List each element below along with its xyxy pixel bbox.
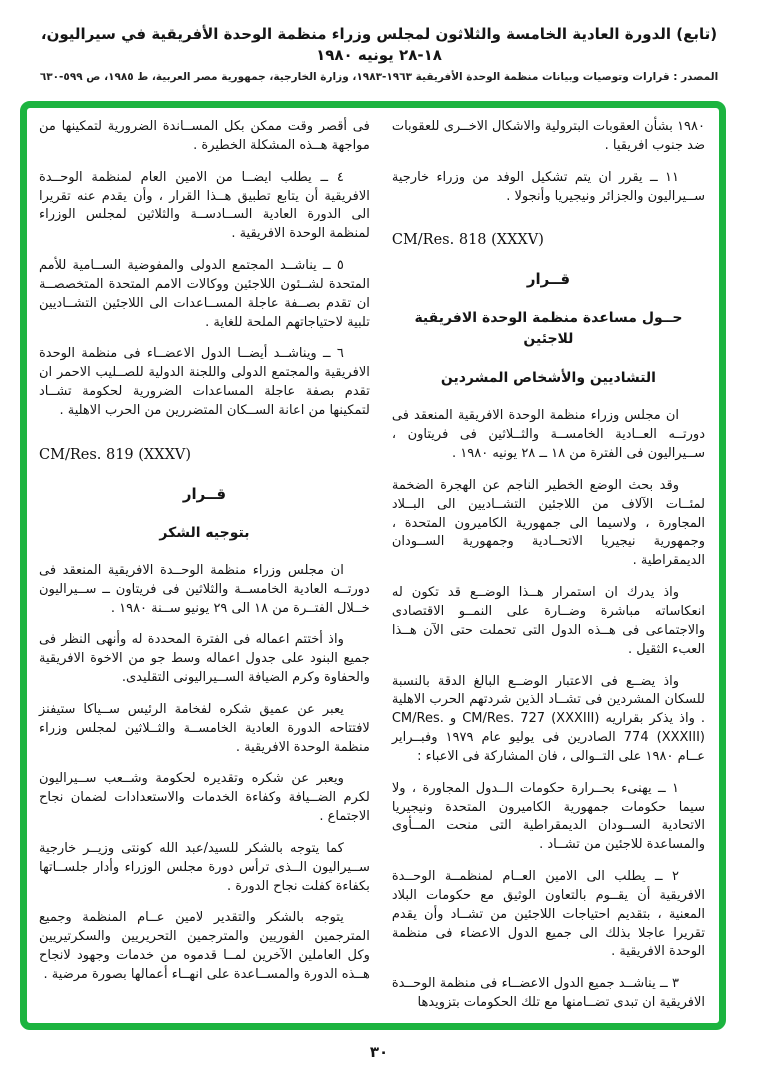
page-number: ٣٠ xyxy=(369,1043,389,1061)
paragraph: ان مجلس وزراء منظمة الوحــدة الافريقية المنعقد فى دورتــه العادية الخامســة والثلاثين فى فريتاون ــ ســيراليون خــلال الفتــرة من ١٨ الى ٢٩ يونيو ســنة ١٩٨٠ . xyxy=(39,562,370,616)
paragraph: وقد بحث الوضع الخطير الناجم عن الهجرة الضخمة لمئــات الآلاف من اللاجئين التشــاديين الى البــلاد المجاورة ، ولاسيما الى جمهورية الكاميرون المتحدة ، وجمهورية نيجيريا الاتحــادية وجمهورية الســودان الديمقراطية . xyxy=(391,477,705,569)
numbered-item-2: ٢ ــ يطلب الى الامين العــام لمنظمــة الوحــدة الافريقية أن يقــوم بالتعاون الوثيق مع حكومات البلاد المعنية ، بتقديم احتياجات اللاجئين من تشــاد وأن يقدم تقريرا عاجلا بذلك الى جميع الدول الاعضاء فى منظمة الوحدة الافريقية . xyxy=(391,869,705,960)
right-column xyxy=(392,118,705,1015)
numbered-item-3: ٣ ــ يناشــد جميع الدول الاعضــاء فى منظمة الوحــدة الافريقية ان تبدى تضــامنها مع تلك الحكومات بتزويدها xyxy=(391,976,705,1011)
numbered-item-4: ٤ ــ يطلب ايضــا من الامين العام لمنظمة الوحــدة الافريقية أن يتابع تطبيق هــذا القرار ، وأن يقدم عنه تقريرا الى الدورة العادية الســادســة والثلاثين لمجلس الوزراء لمنظمة الوحدة الافريقية . xyxy=(39,169,370,242)
resolution-ref-819: CM/Res. 819 (XXXV) xyxy=(39,446,192,463)
page-header xyxy=(0,0,758,83)
resolution-heading: قــرار xyxy=(526,270,571,289)
paragraph: واذ أختتم اعماله فى الفترة المحددة له وأنهى النظر فى جميع البنود على جدول اعماله وسط جو من الاخوة الافريقية والحفاوة وكرم الضيافة الســيراليونى التقليدى. xyxy=(39,632,370,686)
resolution-ref-818: CM/Res. 818 (XXXV) xyxy=(391,232,544,249)
paragraph: ١١ ــ يقرر ان يتم تشكيل الوفد من وزراء خارجية ســيراليون والجزائر ونيجيريا وأنجولا . xyxy=(391,169,705,204)
paragraph: واذ يدرك ان استمرار هــذا الوضــع قد تكون له انعكاساته مباشرة وضــارة على النمــو الاقتصادى والاجتماعى فى هــذه الدول التى تحملت حتى الآن هــذا العبء الثقيل . xyxy=(391,585,705,657)
resolution-subtitle-line1: حــول مساعدة منظمة الوحدة الافريقية للاجئين xyxy=(414,310,683,348)
resolution-subtitle-line2: التشاديين والأشخاص المشردين xyxy=(440,370,656,387)
two-column-layout xyxy=(39,118,705,1015)
paragraph: ويعبر عن شكره وتقديره لحكومة وشــعب ســيراليون لكرم الضــيافة وكفاءة الخدمات والاستعدادات لضمان نجاح الاجتماع . xyxy=(39,771,370,825)
left-column xyxy=(39,118,370,1015)
numbered-item-6: ٦ ــ ويناشــد أيضــا الدول الاعضــاء فى منظمة الوحدة الافريقية والمجتمع الدولى واللجنة الدولية للصــليب الاحمر ان تقدم بصفة عاجلة المساعدات الضرورية لحكومة تشــاد لتمكينها من اعانة الســكان المتضررين من الحرب الاهلية . xyxy=(39,346,370,418)
resolution-subtitle: بتوجيه الشكر xyxy=(159,524,250,541)
numbered-item-5: ٥ ــ يناشــد المجتمع الدولى والمفوضية الســامية للأمم المتحدة لشــئون اللاجئين ووكالات الامم المتحدة المتخصصــة ان تقدم بصــفة عاجلة المســاعدات الى اللاجئين التشــاديين تلبية لاحتياجاتهم الملحة للغاية . xyxy=(39,258,370,330)
session-title: (تابع) الدورة العادية الخامسة والثلاثون لمجلس وزراء منظمة الوحدة الأفريقية في سيراليون، ١٨-٢٨ يونيه ١٩٨٠ xyxy=(40,25,718,64)
paragraph: يعبر عن عميق شكره لفخامة الرئيس ســياكا ستيفنز لافتتاحه الدورة العادية الخامســة والثــلاثين لمجلس وزراء منظمة الوحدة الافريقية . xyxy=(39,701,370,755)
paragraph: ان مجلس وزراء منظمة الوحدة الافريقية المنعقد فى دورتــه العــادية الخامســة والثــلاثين فى فريتاون ، ســيراليون فى الفترة من ١٨ ــ ٢٨ يونيه ١٩٨٠ . xyxy=(391,408,705,462)
document-sheet xyxy=(20,101,726,1030)
paragraph: ١٩٨٠ بشأن العقوبات البترولية والاشكال الاخــرى للعقوبات ضد جنوب افريقيا . xyxy=(391,119,705,153)
paragraph: فى أقصر وقت ممكن بكل المســاندة الضرورية لتمكينها من مواجهة هــذه المشكلة الخطيرة . xyxy=(39,119,370,153)
resolution-heading: قــرار xyxy=(182,484,227,503)
paragraph: كما يتوجه بالشكر للسيد/عبد الله كونتى وزيــر خارجية ســيراليون الــذى ترأس دورة مجلس الوزراء وأدار جلســاتها بكفاءة كفلت نجاح الدورة . xyxy=(39,840,370,894)
paragraph: واذ يضــع فى الاعتبار الوضــع البالغ الدقة بالنسبة للسكان المشردين فى تشــاد الذين شردتهم الحرب الاهلية . واذ يذكر بقراريه CM/Res. 727 (XXXIII) و CM/Res. 774 (XXXIII) الصادرين فى يوليو عام ١٩٧٩ وفبــراير عــام ١٩٨٠ على التــوالى ، فان المشاركة فى الاعباء : xyxy=(391,673,706,764)
paragraph: يتوجه بالشكر والتقدير لامين عــام المنظمة وجميع المترجمين الفوريين والمترجمين التحريريين والسكرتيريين وكل العاملين الآخرين لمــا قدموه من خدمات وجهود لانجاح هــذه الدورة والمســاعدة على انهــاء أعمالها بصورة مرضية . xyxy=(39,910,370,982)
numbered-item-1: ١ ــ يهنىء بحــرارة حكومات الــدول المجاورة ، ولا سيما حكومات جمهورية الكاميرون المتحدة ونيجيريا الاتحادية الســودان الديمقراطية التى منحت المــأوى والمساعدة للاجئين من تشــاد . xyxy=(391,780,705,853)
source-citation: المصدر : قرارات وتوصيات وبيانات منظمة الوحدة الأفريقية ١٩٦٣-١٩٨٣، وزارة الخارجية، جمهورية مصر العربية، ط ١٩٨٥، ص ٥٩٩-٦٣٠ xyxy=(39,71,719,83)
